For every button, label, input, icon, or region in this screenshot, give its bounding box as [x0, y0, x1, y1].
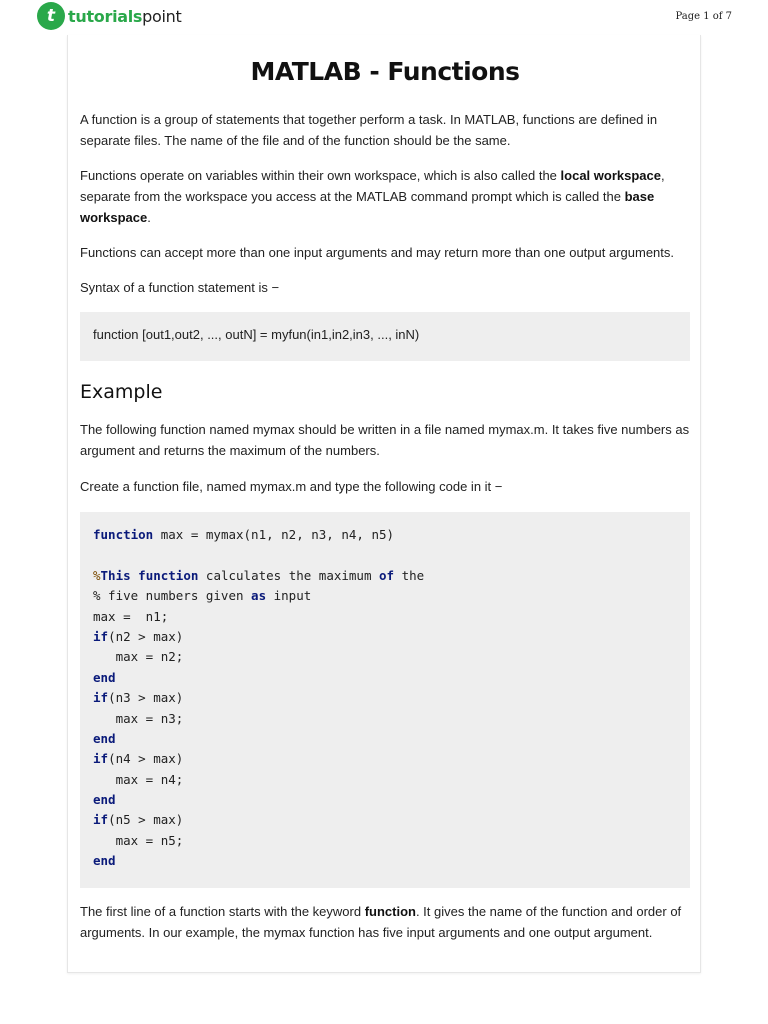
code-text: (n4 > max): [108, 751, 184, 767]
document-card: [67, 35, 701, 973]
code-line: [93, 566, 690, 586]
code-line: max = n3;: [93, 710, 184, 726]
create-file-instruction: Create a function file, named mymax.m and type the following code in it −: [80, 479, 503, 494]
code-text: input: [266, 588, 312, 604]
code-text: (n2 > max): [108, 628, 184, 644]
function-keyword-paragraph: [80, 901, 692, 943]
code-comment-mark: %: [93, 567, 101, 583]
code-line: end: [93, 853, 116, 869]
intro-paragraph: A function is a group of statements that together perform a task. In MATLAB, functions are defined in separate files. The name of the file and of the function should be the same.: [80, 112, 658, 148]
code-keyword: if: [93, 628, 109, 644]
logo-icon: t: [37, 2, 65, 30]
code-keyword: if: [93, 812, 109, 828]
function-text-2: . It gives the name of the function and order of arguments. In our example, the mymax function has five input arguments and one output argument.: [80, 904, 682, 940]
code-line: max = n2;: [93, 649, 184, 665]
code-line: end: [93, 792, 116, 808]
syntax-intro: Syntax of a function statement is −: [80, 280, 280, 295]
code-text: the: [394, 567, 425, 583]
example-heading: Example: [80, 381, 163, 403]
logo-text-point: point: [142, 6, 182, 26]
page-header: [0, 0, 768, 34]
code-text: max = mymax(n1, n2, n3, n4, n5): [153, 527, 395, 542]
code-line: [93, 749, 690, 769]
code-text: (n5 > max): [108, 812, 184, 828]
code-keyword: as: [251, 588, 267, 604]
code-line: [93, 586, 690, 606]
workspace-text-1: Functions operate on variables within their own workspace, which is also called the: [80, 168, 561, 183]
code-keyword: This: [100, 567, 131, 583]
code-text: (n3 > max): [108, 690, 184, 706]
page-indicator: Page 1 of 7: [675, 11, 732, 22]
code-keyword: function: [93, 527, 154, 542]
base-workspace-term: base workspace: [80, 189, 655, 225]
logo-wordmark: [68, 7, 181, 26]
code-line: max = n5;: [93, 832, 184, 848]
syntax-code-block: function [out1,out2, ..., outN] = myfun(in1,in2,in3, ..., inN): [80, 312, 690, 361]
code-line: [93, 810, 690, 830]
code-line: max = n1;: [93, 608, 169, 624]
code-line: [93, 627, 690, 647]
code-line-blank: [93, 545, 690, 565]
logo-text-tutorials: tutorials: [68, 6, 143, 26]
code-line: [93, 688, 690, 708]
workspace-paragraph: [80, 165, 692, 228]
code-keyword: of: [379, 567, 395, 583]
function-keyword-term: function: [364, 904, 416, 919]
tutorialspoint-logo[interactable]: [37, 2, 181, 30]
mymax-code-block: [80, 512, 690, 888]
code-keyword: if: [93, 751, 109, 767]
example-description: The following function named mymax should be written in a file named mymax.m. It takes five numbers as argument and returns the maximum of the numbers.: [80, 422, 690, 458]
workspace-text-3: .: [147, 210, 151, 225]
function-text-1: The first line of a function starts with the keyword: [80, 904, 365, 919]
code-line: end: [93, 730, 116, 746]
workspace-text-2: , separate from the workspace you access at the MATLAB command prompt which is called the: [80, 168, 665, 204]
code-line: end: [93, 669, 116, 685]
code-line: max = n4;: [93, 771, 184, 787]
code-keyword: function: [138, 567, 199, 583]
code-keyword: if: [93, 690, 109, 706]
code-line: [93, 525, 690, 545]
arguments-paragraph: Functions can accept more than one input arguments and may return more than one output arguments.: [80, 245, 675, 260]
local-workspace-term: local workspace: [560, 168, 661, 183]
code-text: % five numbers given: [93, 588, 252, 604]
code-text: calculates the maximum: [198, 567, 380, 583]
page-title: MATLAB - Functions: [250, 57, 520, 86]
